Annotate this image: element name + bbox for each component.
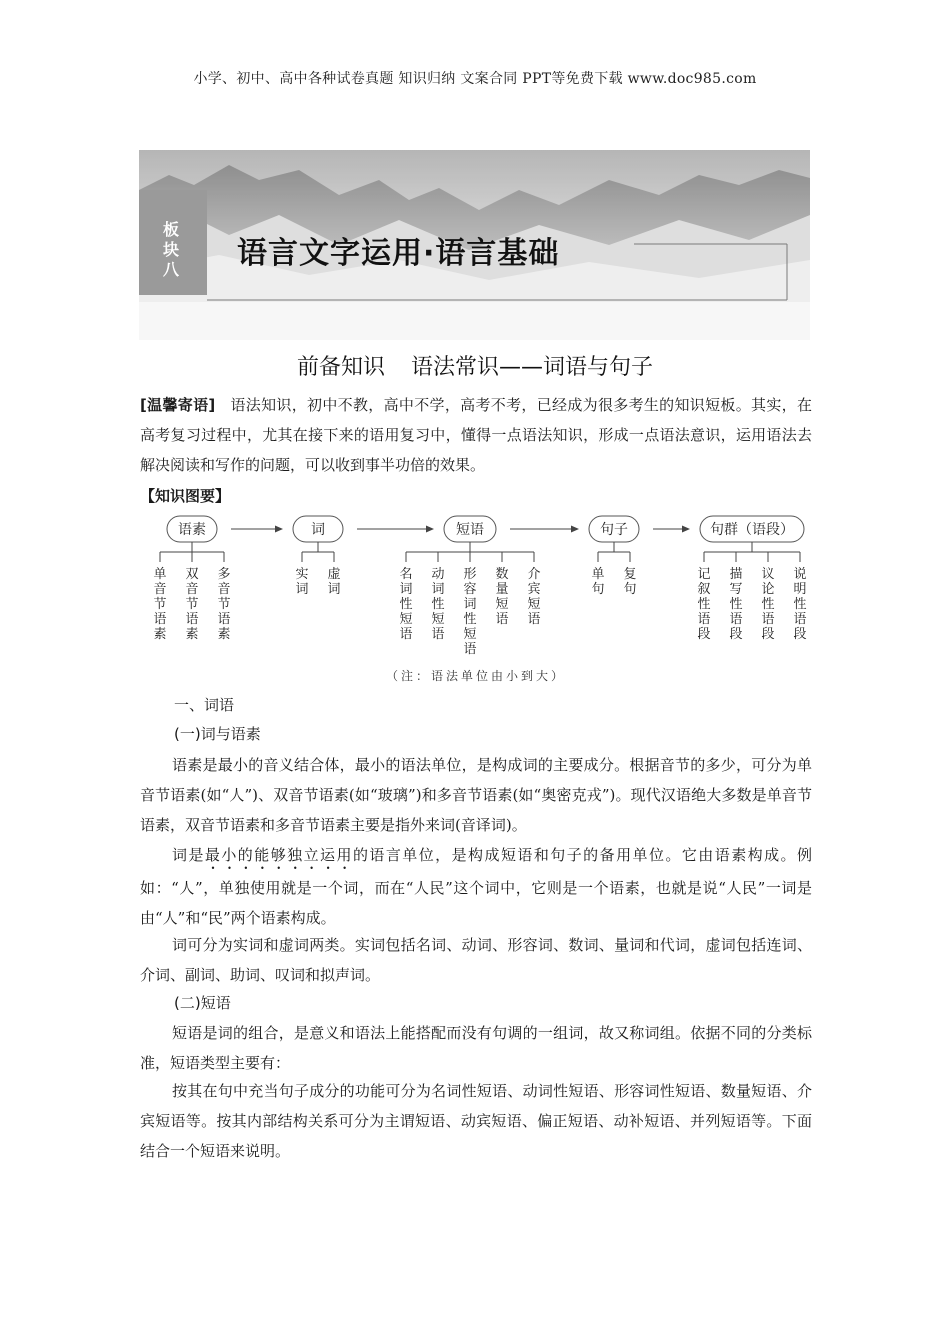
- section-tag: 板块八: [163, 220, 180, 279]
- map-child-label: 介宾短语: [527, 567, 541, 627]
- intro-paragraph: [140, 390, 812, 480]
- map-child-label: 多音节语素: [217, 567, 231, 642]
- map-child-label: 复句: [623, 567, 637, 597]
- knowledge-map-label: 【知识图要】: [140, 487, 231, 505]
- map-node-label: 句群（语段）: [710, 522, 794, 538]
- section1-title: 一、词语: [174, 696, 235, 714]
- map-child-label: 动词性短语: [431, 567, 445, 642]
- paragraph-1: 语素是最小的音义结合体，最小的语法单位，是构成词的主要成分。根据音节的多少，可分为单音节语素(如“人”)、双音节语素(如“玻璃”)和多音节语素(如“奥密克戎”)。现代汉语绝大多数是单音节语素，双音节语素和多音节语素主要是指外来词(音译词)。: [140, 756, 812, 834]
- map-node-label: 句子: [600, 522, 628, 538]
- intro-text: 语法知识，初中不教，高中不学，高考不考，已经成为很多考生的知识短板。其实，在高考复习过程中，尤其在接下来的语用复习中，懂得一点语法知识，形成一点语法意识，运用语法去解决阅读和写作的问题，可以收到事半功倍的效果。: [140, 396, 812, 474]
- section1-sub2-title: (二)短语: [174, 994, 231, 1012]
- map-child-label: 实词: [295, 567, 309, 597]
- map-child-label: 数量短语: [495, 567, 509, 627]
- map-arrow-head: [275, 526, 283, 533]
- paragraph-2-start: 词是: [172, 846, 205, 864]
- map-child-label: 双音节语素: [185, 567, 199, 642]
- lesson-title-part2: 语法常识——词语与句子: [411, 355, 654, 380]
- paragraph-3: 词可分为实词和虚词两类。实词包括名词、动词、形容词、数词、量词和代词，虚词包括连词、介词、副词、助词、叹词和拟声词。: [140, 936, 812, 984]
- paragraph-5: 按其在句中充当句子成分的功能可分为名词性短语、动词性短语、形容词性短语、数量短语、介宾短语等。按其内部结构关系可分为主谓短语、动宾短语、偏正短语、动补短语、并列短语等。下面结合一个短语来说明。: [140, 1082, 812, 1160]
- section-banner: [139, 150, 810, 340]
- map-child-label: 议论性语段: [761, 567, 775, 642]
- map-note: （注：语法单位由小到大）: [385, 669, 567, 683]
- knowledge-map-diagram: [140, 508, 812, 688]
- intro-label: [温馨寄语]: [140, 396, 216, 414]
- lesson-title-part1: 前备知识: [296, 355, 385, 380]
- section1-sub1-title: (一)词与语素: [174, 725, 261, 743]
- map-child-label: 虚词: [327, 567, 341, 597]
- site-header: 小学、初中、高中各种试卷真题 知识归纳 文案合同 PPT等免费下载 www.doc985.com: [193, 71, 757, 87]
- map-arrow-head: [571, 526, 579, 533]
- map-node-label: 词: [311, 522, 325, 538]
- map-arrow-head: [426, 526, 434, 533]
- map-child-label: 名词性短语: [399, 567, 413, 642]
- paragraph-2-emphasis: 最小的能够独立运用: [204, 846, 353, 864]
- paragraph-4: 短语是词的组合，是意义和语法上能搭配而没有句调的一组词，故又称词组。依据不同的分类标准，短语类型主要有：: [140, 1024, 812, 1072]
- banner-title: 语言文字运用·语言基础: [237, 236, 560, 271]
- map-node-label: 语素: [178, 522, 206, 538]
- map-child-label: 记叙性语段: [697, 567, 711, 642]
- paragraph-2: [140, 840, 812, 933]
- map-node-label: 短语: [456, 522, 484, 538]
- map-arrow-head: [682, 526, 690, 533]
- paragraph-2-rest: 的语言单位，是构成短语和句子的备用单位。它由语素构成。例如：“人”，单独使用就是一个词，而在“人民”这个词中，它则是一个语素，也就是说“人民”一词是由“人”和“民”两个语素构成。: [140, 846, 812, 927]
- map-child-label: 形容词性短语: [463, 567, 477, 657]
- lesson-title: [0, 350, 950, 381]
- map-child-label: 描写性语段: [729, 567, 743, 642]
- map-child-label: 单音节语素: [153, 567, 167, 642]
- knowledge-map-svg: [140, 508, 812, 688]
- map-child-label: 说明性语段: [793, 567, 807, 642]
- map-child-label: 单句: [591, 567, 605, 597]
